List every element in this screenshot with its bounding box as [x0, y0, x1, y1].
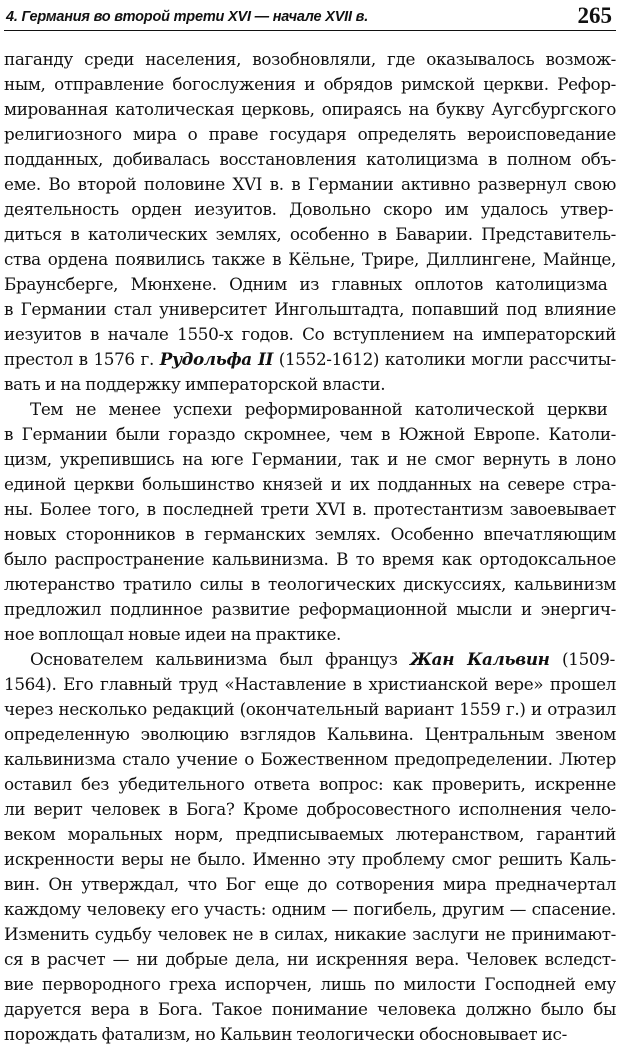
text-line: [4, 472, 616, 497]
text-segment: диться в католических землях, особенно в Баварии. Представитель-: [4, 224, 616, 244]
italic-name: Рудольфа II: [159, 349, 274, 369]
text-segment: было распространение кальвинизма. В то время как ортодоксальное: [4, 549, 616, 569]
text-line: [4, 872, 616, 897]
text-line: [4, 597, 616, 622]
text-line: [4, 497, 616, 522]
text-segment: престол в 1576 г.: [4, 349, 160, 369]
text-line: [4, 47, 616, 72]
text-line: [4, 322, 616, 347]
text-line: [4, 997, 616, 1022]
running-head: [4, 2, 616, 32]
header-rule: [4, 30, 616, 31]
text-segment: мированная католическая церковь, опираясь на букву Аугсбургского: [4, 99, 616, 119]
text-segment: подданных, добивалась восстановления католицизма в полном объ-: [4, 149, 616, 169]
running-title: 4. Германия во второй трети XVI — начале XVII в.: [6, 9, 369, 25]
text-segment: ное воплощал новые идеи на практике.: [4, 624, 342, 644]
text-line: [4, 922, 616, 947]
text-line: [4, 622, 616, 647]
text-line: [4, 847, 616, 872]
text-segment: лютеранство тратило силы в теологических дискуссиях, кальвинизм: [4, 574, 616, 594]
text-segment: (1509-: [549, 649, 615, 669]
text-line: [4, 147, 616, 172]
text-segment: веком моральных норм, предписываемых лютеранством, гарантий: [4, 824, 616, 844]
text-line: [4, 222, 616, 247]
text-line: [4, 447, 616, 472]
text-segment: ства ордена появились также в Кёльне, Трире, Диллингене, Майнце,: [4, 249, 616, 269]
text-line: [4, 897, 616, 922]
text-line: [4, 347, 616, 372]
text-segment: Изменить судьбу человек не в силах, никакие заслуги не принимают-: [4, 924, 616, 944]
text-line: [4, 522, 616, 547]
text-line: [4, 1022, 616, 1047]
page-number: 265: [577, 3, 612, 28]
text-segment: вие первородного греха испорчен, лишь по милости Господней ему: [4, 974, 616, 994]
text-segment: искренности веры не было. Именно эту проблему смог решить Каль-: [4, 849, 616, 869]
text-line: [4, 822, 616, 847]
text-line: [4, 297, 616, 322]
text-line: [4, 397, 616, 422]
text-segment: определенную эволюцию взглядов Кальвина. Центральным звеном: [4, 724, 616, 744]
text-segment: Тем не менее успехи реформированной католической церкви: [30, 399, 608, 419]
text-line: [4, 247, 616, 272]
text-segment: предложил подлинное развитие реформационной мысли и энергич-: [4, 599, 616, 619]
text-segment: 1564). Его главный труд «Наставление в христианской вере» прошел: [4, 674, 616, 694]
text-line: [4, 747, 616, 772]
text-segment: ли верит человек в Бога? Кроме добросовестного исполнения чело-: [4, 799, 616, 819]
text-line: [4, 647, 616, 672]
text-line: [4, 422, 616, 447]
text-line: [4, 797, 616, 822]
text-line: [4, 572, 616, 597]
text-line: [4, 272, 616, 297]
text-line: [4, 372, 616, 397]
text-segment: кальвинизма стало учение о Божественном предопределении. Лютер: [4, 749, 616, 769]
text-segment: вин. Он утверждал, что Бог еще до сотворения мира предначертал: [4, 874, 616, 894]
text-segment: Браунсберге, Мюнхене. Одним из главных оплотов католицизма: [4, 274, 608, 294]
italic-name: Жан Кальвин: [410, 649, 550, 669]
text-segment: (1552-1612) католики могли рассчиты-: [273, 349, 616, 369]
text-segment: каждому человеку его участь: одним — погибель, другим — спасение.: [4, 899, 616, 919]
text-body: [4, 47, 616, 1047]
text-segment: ным, отправление богослужения и обрядов римской церкви. Рефор-: [4, 74, 616, 94]
text-segment: иезуитов в начале 1550-х годов. Со вступлением на императорский: [4, 324, 616, 344]
text-segment: еме. Во второй половине XVI в. в Германии активно развернул свою: [4, 174, 616, 194]
text-segment: религиозного мира о праве государя определять вероисповедание: [4, 124, 616, 144]
text-segment: даруется вера в Бога. Такое понимание человека должно было бы: [4, 999, 616, 1019]
text-segment: порождать фатализм, но Кальвин теологически обосновывает ис-: [4, 1024, 567, 1044]
text-line: [4, 697, 616, 722]
text-line: [4, 172, 616, 197]
text-segment: ся в расчет — ни добрые дела, ни искренняя вера. Человек вследст-: [4, 949, 616, 969]
text-segment: оставил без убедительного ответа вопрос: как проверить, искренне: [4, 774, 616, 794]
text-segment: деятельность орден иезуитов. Довольно скоро им удалось утвер-: [4, 199, 614, 219]
text-line: [4, 122, 616, 147]
text-line: [4, 197, 616, 222]
text-segment: единой церкви большинство князей и их подданных на севере стра-: [4, 474, 616, 494]
text-segment: вать и на поддержку императорской власти.: [4, 374, 386, 394]
text-line: [4, 972, 616, 997]
text-segment: цизм, укрепившись на юге Германии, так и не смог вернуть в лоно: [4, 449, 616, 469]
text-line: [4, 722, 616, 747]
text-segment: Основателем кальвинизма был француз: [30, 649, 410, 669]
text-segment: новых сторонников в германских землях. Особенно впечатляющим: [4, 524, 616, 544]
text-segment: через несколько редакций (окончательный вариант 1559 г.) и отразил: [4, 699, 616, 719]
text-line: [4, 547, 616, 572]
text-line: [4, 947, 616, 972]
text-line: [4, 97, 616, 122]
text-segment: в Германии были гораздо скромнее, чем в Южной Европе. Католи-: [4, 424, 616, 444]
text-line: [4, 772, 616, 797]
text-line: [4, 72, 616, 97]
text-line: [4, 672, 616, 697]
text-segment: ны. Более того, в последней трети XVI в. протестантизм завоевывает: [4, 499, 616, 519]
text-segment: паганду среди населения, возобновляли, где оказывалось возмож-: [4, 49, 616, 69]
text-segment: в Германии стал университет Ингольштадта, попавший под влияние: [4, 299, 616, 319]
